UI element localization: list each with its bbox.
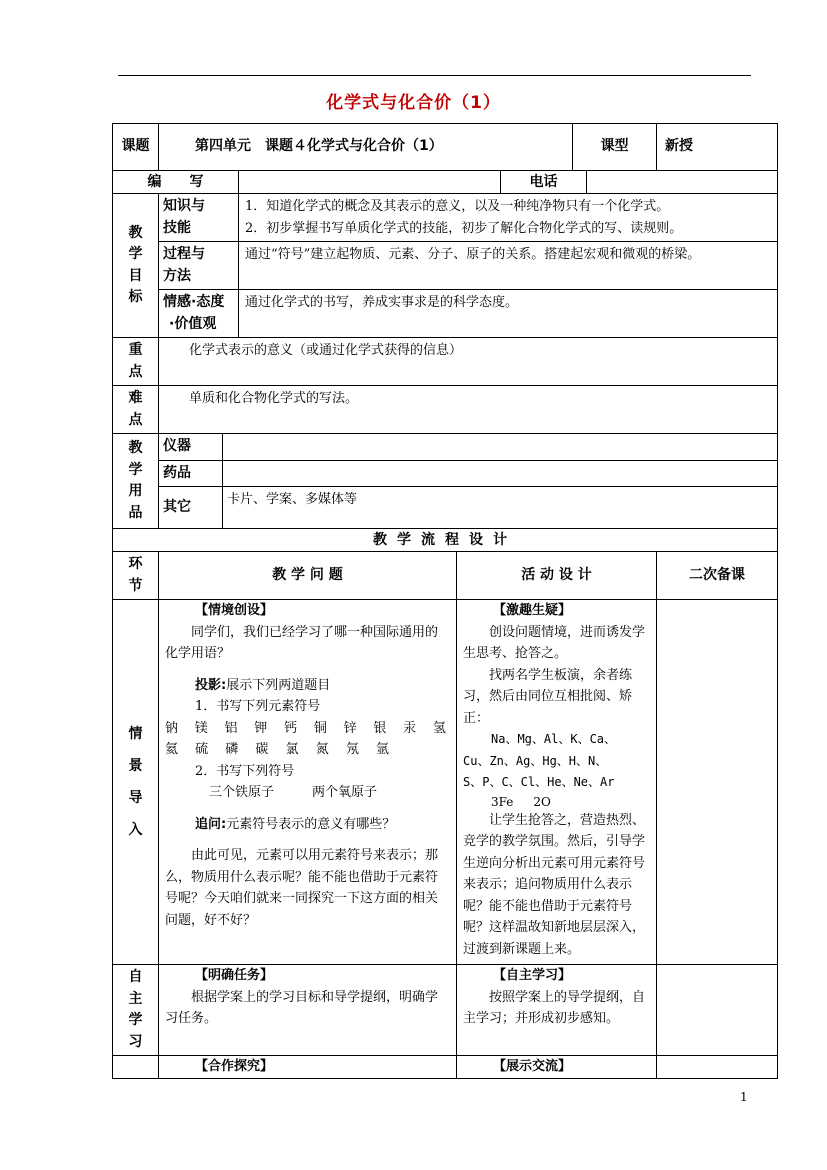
stage1-row <box>113 600 778 965</box>
question-header: 教 学 问 题 <box>159 552 457 600</box>
stage3-question-cell <box>159 1056 457 1079</box>
flow-title: 教学流程设计 <box>113 529 778 552</box>
lesson-label: 课题 <box>113 124 159 171</box>
key-point-label: 重 点 <box>113 338 159 386</box>
stage1-activity-p2: 找两名学生板演，余者练习，然后由同位互相批阅、矫正： <box>463 667 633 726</box>
stage1-backup-cell <box>657 600 778 965</box>
instruments-value <box>223 434 778 461</box>
emotion-label: 情感·态度 ·价值观 <box>159 290 239 338</box>
stage2-backup-cell <box>657 965 778 1056</box>
stage1-projection: 投影:展示下列两道题目 <box>195 677 331 693</box>
stage1-conclusion: 由此可见，元素可以用元素符号来表示；那么，物质用什么表示呢？能不能也借助于元素符号呢？今天咱们就来一同探究一下这方面的相关问题，好不好？ <box>165 848 439 928</box>
stage3-activity-heading: 【展示交流】 <box>493 1059 572 1074</box>
stage2-activity-text: 按照学案上的导学提纲，自主学习；并形成初步感知。 <box>463 989 646 1026</box>
header-rule <box>118 75 751 76</box>
stage2-question-cell <box>159 965 457 1056</box>
stage3-row <box>113 1056 778 1079</box>
materials-drugs-row <box>113 460 778 487</box>
difficulty-row <box>113 386 778 434</box>
answers-line-4: 3Fe 2O <box>491 794 551 809</box>
key-point-row <box>113 338 778 386</box>
author-row <box>113 171 778 194</box>
flow-header-row <box>113 552 778 600</box>
stage3-label <box>113 1056 159 1079</box>
stage2-activity-cell <box>457 965 657 1056</box>
drugs-value <box>223 460 778 487</box>
stage1-activity-heading: 【激趣生疑】 <box>493 603 572 618</box>
activity-header: 活 动 设 计 <box>457 552 657 600</box>
objectives-group-label: 教 学 目 标 <box>113 194 159 338</box>
objective-knowledge-row <box>113 194 778 242</box>
knowledge-label: 知识与 技能 <box>159 194 239 242</box>
stage3-activity-cell <box>457 1056 657 1079</box>
materials-other-row <box>113 487 778 529</box>
lesson-row <box>113 124 778 171</box>
materials-group-label: 教 学 用 品 <box>113 434 159 529</box>
page-number: 1 <box>740 1090 748 1104</box>
difficulty-label: 难 点 <box>113 386 159 434</box>
type-value: 新授 <box>657 124 778 171</box>
stage1-label: 情 景 导 入 <box>113 600 159 965</box>
stage1-activity-p1: 创设问题情境，进而诱发学生思考、抢答之。 <box>463 624 646 661</box>
stage2-activity-heading: 【自主学习】 <box>493 968 572 983</box>
stage-header: 环 节 <box>113 552 159 600</box>
stage1-q2-items: 三个铁原子 两个氧原子 <box>209 785 378 800</box>
elements-row-2: 氦 硫 磷 碳 氯 氮 氖 氩 <box>165 742 389 757</box>
stage2-text: 根据学案上的学习目标和导学提纲，明确学习任务。 <box>165 989 439 1026</box>
flow-title-row <box>113 529 778 552</box>
type-label: 课型 <box>573 124 657 171</box>
instruments-label: 仪器 <box>159 434 223 461</box>
stage1-q1: 1．书写下列元素符号 <box>195 699 321 714</box>
stage3-backup-cell <box>657 1056 778 1079</box>
answers-line-1: Na、Mg、Al、K、Ca、 <box>491 732 617 746</box>
knowledge-text: 1．知道化学式的概念及其表示的意义，以及一种纯净物只有一个化学式。 2．初步掌握书写单质化学式的技能，初步了解化合物化学式的写、读规则。 <box>239 194 778 242</box>
drugs-label: 药品 <box>159 460 223 487</box>
stage2-heading: 【明确任务】 <box>195 968 274 983</box>
stage2-row <box>113 965 778 1056</box>
difficulty-text: 单质和化合物化学式的写法。 <box>159 386 778 434</box>
materials-instruments-row <box>113 434 778 461</box>
stage1-followup: 追问:元素符号表示的意义有哪些？ <box>195 816 396 832</box>
elements-row-1: 钠 镁 铝 钾 钙 铜 锌 银 汞 氢 <box>165 720 446 736</box>
phone-value <box>587 171 778 194</box>
emotion-text: 通过化学式的书写，养成实事求是的科学态度。 <box>239 290 778 338</box>
answers-line-3: S、P、C、Cl、He、Ne、Ar <box>463 775 615 789</box>
author-label: 编 写 <box>113 171 239 194</box>
stage1-question-cell <box>159 600 457 965</box>
answers-line-2: Cu、Zn、Ag、Hg、H、N、 <box>463 753 608 768</box>
lesson-value: 第四单元 课题４化学式与化合价（1） <box>159 124 573 171</box>
process-text: 通过“符号”建立起物质、元素、分子、原子的关系。搭建起宏观和微观的桥梁。 <box>239 242 778 290</box>
phone-label: 电话 <box>501 171 587 194</box>
stage1-activity-cell <box>457 600 657 965</box>
stage1-heading: 【情境创设】 <box>195 603 274 618</box>
stage2-label: 自 主 学 习 <box>113 965 159 1056</box>
process-label: 过程与 方法 <box>159 242 239 290</box>
stage3-heading: 【合作探究】 <box>195 1059 274 1074</box>
stage1-intro: 同学们，我们已经学习了哪一种国际通用的化学用语？ <box>165 624 439 661</box>
backup-header: 二次备课 <box>657 552 778 600</box>
key-point-text: 化学式表示的意义（或通过化学式获得的信息） <box>159 338 778 386</box>
stage1-q2: 2．书写下列符号 <box>195 763 295 779</box>
lesson-plan-table <box>112 123 778 1079</box>
objective-process-row <box>113 242 778 290</box>
other-value: 卡片、学案、多媒体等 <box>223 487 778 529</box>
objective-emotion-row <box>113 290 778 338</box>
stage1-activity-p3: 让学生抢答之，营造热烈、竞学的教学氛围。然后，引导学生逆向分析出元素可用元素符号来表示；追问物质用什么表示呢？能不能也借助于元素符号呢？这样温故知新地层层深入，过渡到新课题上来。 <box>463 812 646 957</box>
document-title: 化学式与化合价（1） <box>326 93 501 113</box>
other-label: 其它 <box>159 487 223 529</box>
author-value <box>239 171 501 194</box>
